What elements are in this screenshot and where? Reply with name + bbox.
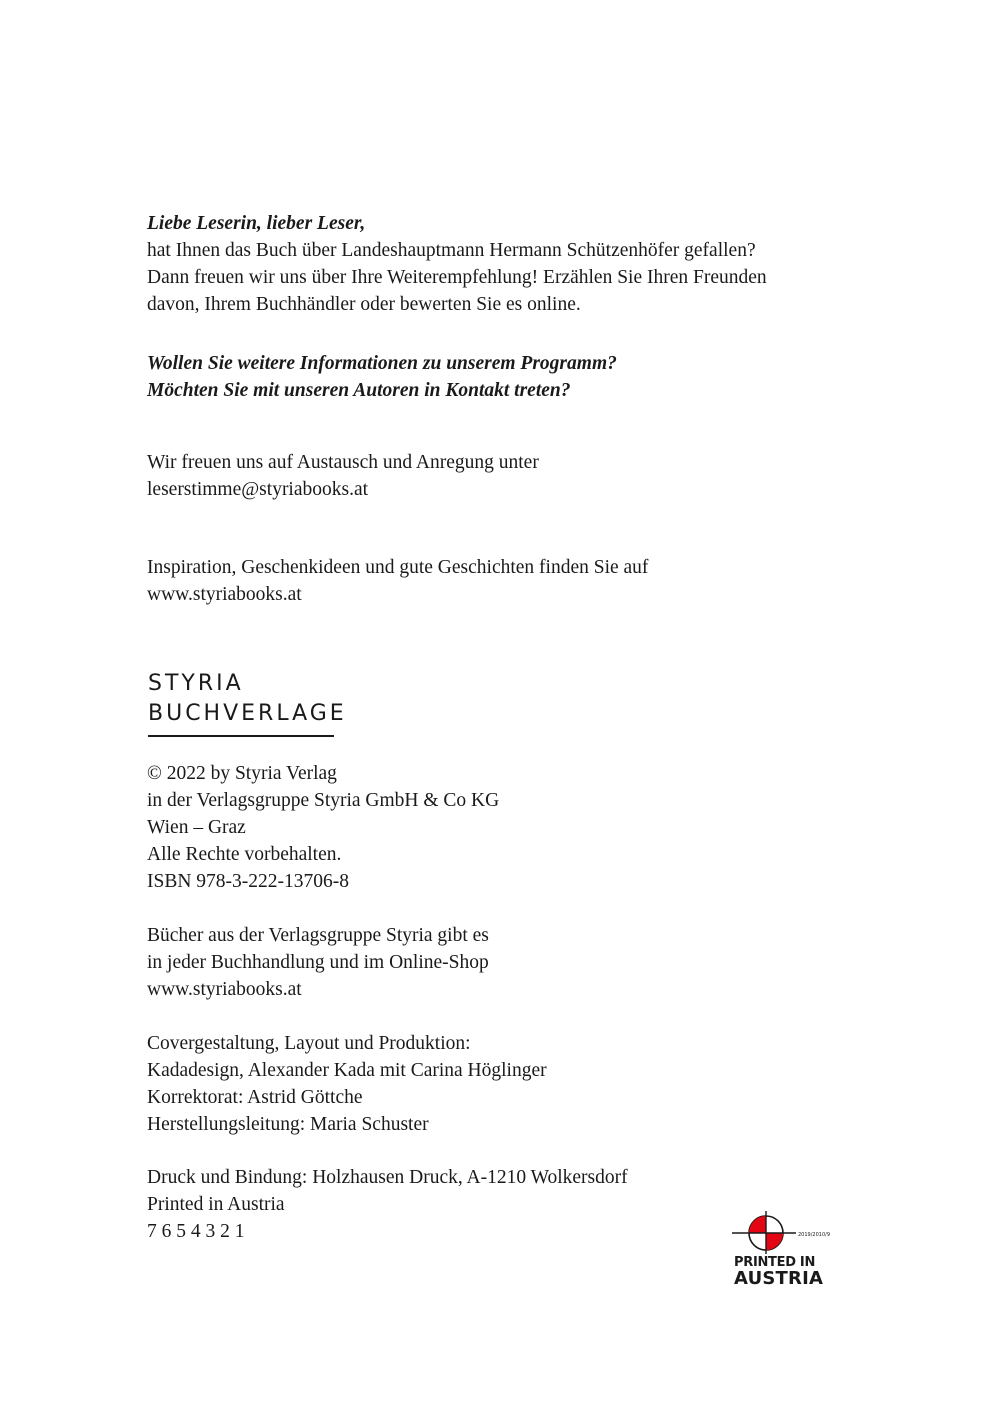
logo-line-2: BUCHVERLAGE	[148, 701, 347, 726]
logo-underline	[148, 735, 334, 737]
seal-line-2: AUSTRIA	[734, 1268, 824, 1289]
print-run-numbers: 7 6 5 4 3 2 1	[147, 1221, 245, 1242]
seal-code: 2019/2010/9	[798, 1232, 830, 1238]
imprint-line: Wien – Graz	[147, 817, 246, 838]
shop-block	[147, 922, 489, 1003]
imprint-block	[147, 760, 499, 895]
printing-line: Druck und Bindung: Holzhausen Druck, A-1210 Wolkersdorf	[147, 1167, 628, 1188]
credits-line: Covergestaltung, Layout und Produktion:	[147, 1033, 471, 1054]
imprint-line: in der Verlagsgruppe Styria GmbH & Co KG	[147, 790, 500, 811]
letter-line: hat Ihnen das Buch über Landeshauptmann Hermann Schützenhöfer gefallen?	[147, 240, 756, 261]
credits-block	[147, 1030, 547, 1138]
reader-letter	[147, 210, 767, 318]
letter-line: davon, Ihrem Buchhändler oder bewerten Sie es online.	[147, 294, 581, 315]
shop-line: in jeder Buchhandlung und im Online-Shop	[147, 952, 489, 973]
contact-text: Wir freuen uns auf Austausch und Anregung unter	[147, 452, 539, 473]
shop-line: Bücher aus der Verlagsgruppe Styria gibt es	[147, 925, 489, 946]
website-link[interactable]: www.styriabooks.at	[147, 584, 302, 605]
credits-line: Herstellungsleitung: Maria Schuster	[147, 1114, 429, 1135]
inspiration-text: Inspiration, Geschenkideen und gute Geschichten finden Sie auf	[147, 557, 649, 578]
seal-line-1: PRINTED IN	[734, 1255, 816, 1270]
letter-line: Dann freuen wir uns über Ihre Weiterempfehlung! Erzählen Sie Ihren Freunden	[147, 267, 767, 288]
credits-line: Kadadesign, Alexander Kada mit Carina Höglinger	[147, 1060, 547, 1081]
inspiration-block	[147, 554, 648, 608]
isbn: ISBN 978-3-222-13706-8	[147, 871, 350, 892]
credits-line: Korrektorat: Astrid Göttche	[147, 1087, 363, 1108]
imprint-line: Alle Rechte vorbehalten.	[147, 844, 342, 865]
contact-block	[147, 449, 539, 503]
imprint-line: © 2022 by Styria Verlag	[147, 763, 337, 784]
question-line: Wollen Sie weitere Informationen zu unserem Programm?	[147, 353, 617, 374]
publisher-logo	[148, 669, 347, 729]
question-line: Möchten Sie mit unseren Autoren in Kontakt treten?	[147, 380, 571, 401]
printing-block	[147, 1164, 628, 1245]
website-link[interactable]: www.styriabooks.at	[147, 979, 302, 1000]
printing-line: Printed in Austria	[147, 1194, 285, 1215]
reader-questions	[147, 350, 617, 404]
printed-in-austria-seal	[726, 1208, 834, 1292]
letter-salutation: Liebe Leserin, lieber Leser,	[147, 213, 366, 234]
logo-line-1: STYRIA	[148, 671, 244, 696]
contact-email[interactable]: leserstimme@styriabooks.at	[147, 479, 369, 500]
